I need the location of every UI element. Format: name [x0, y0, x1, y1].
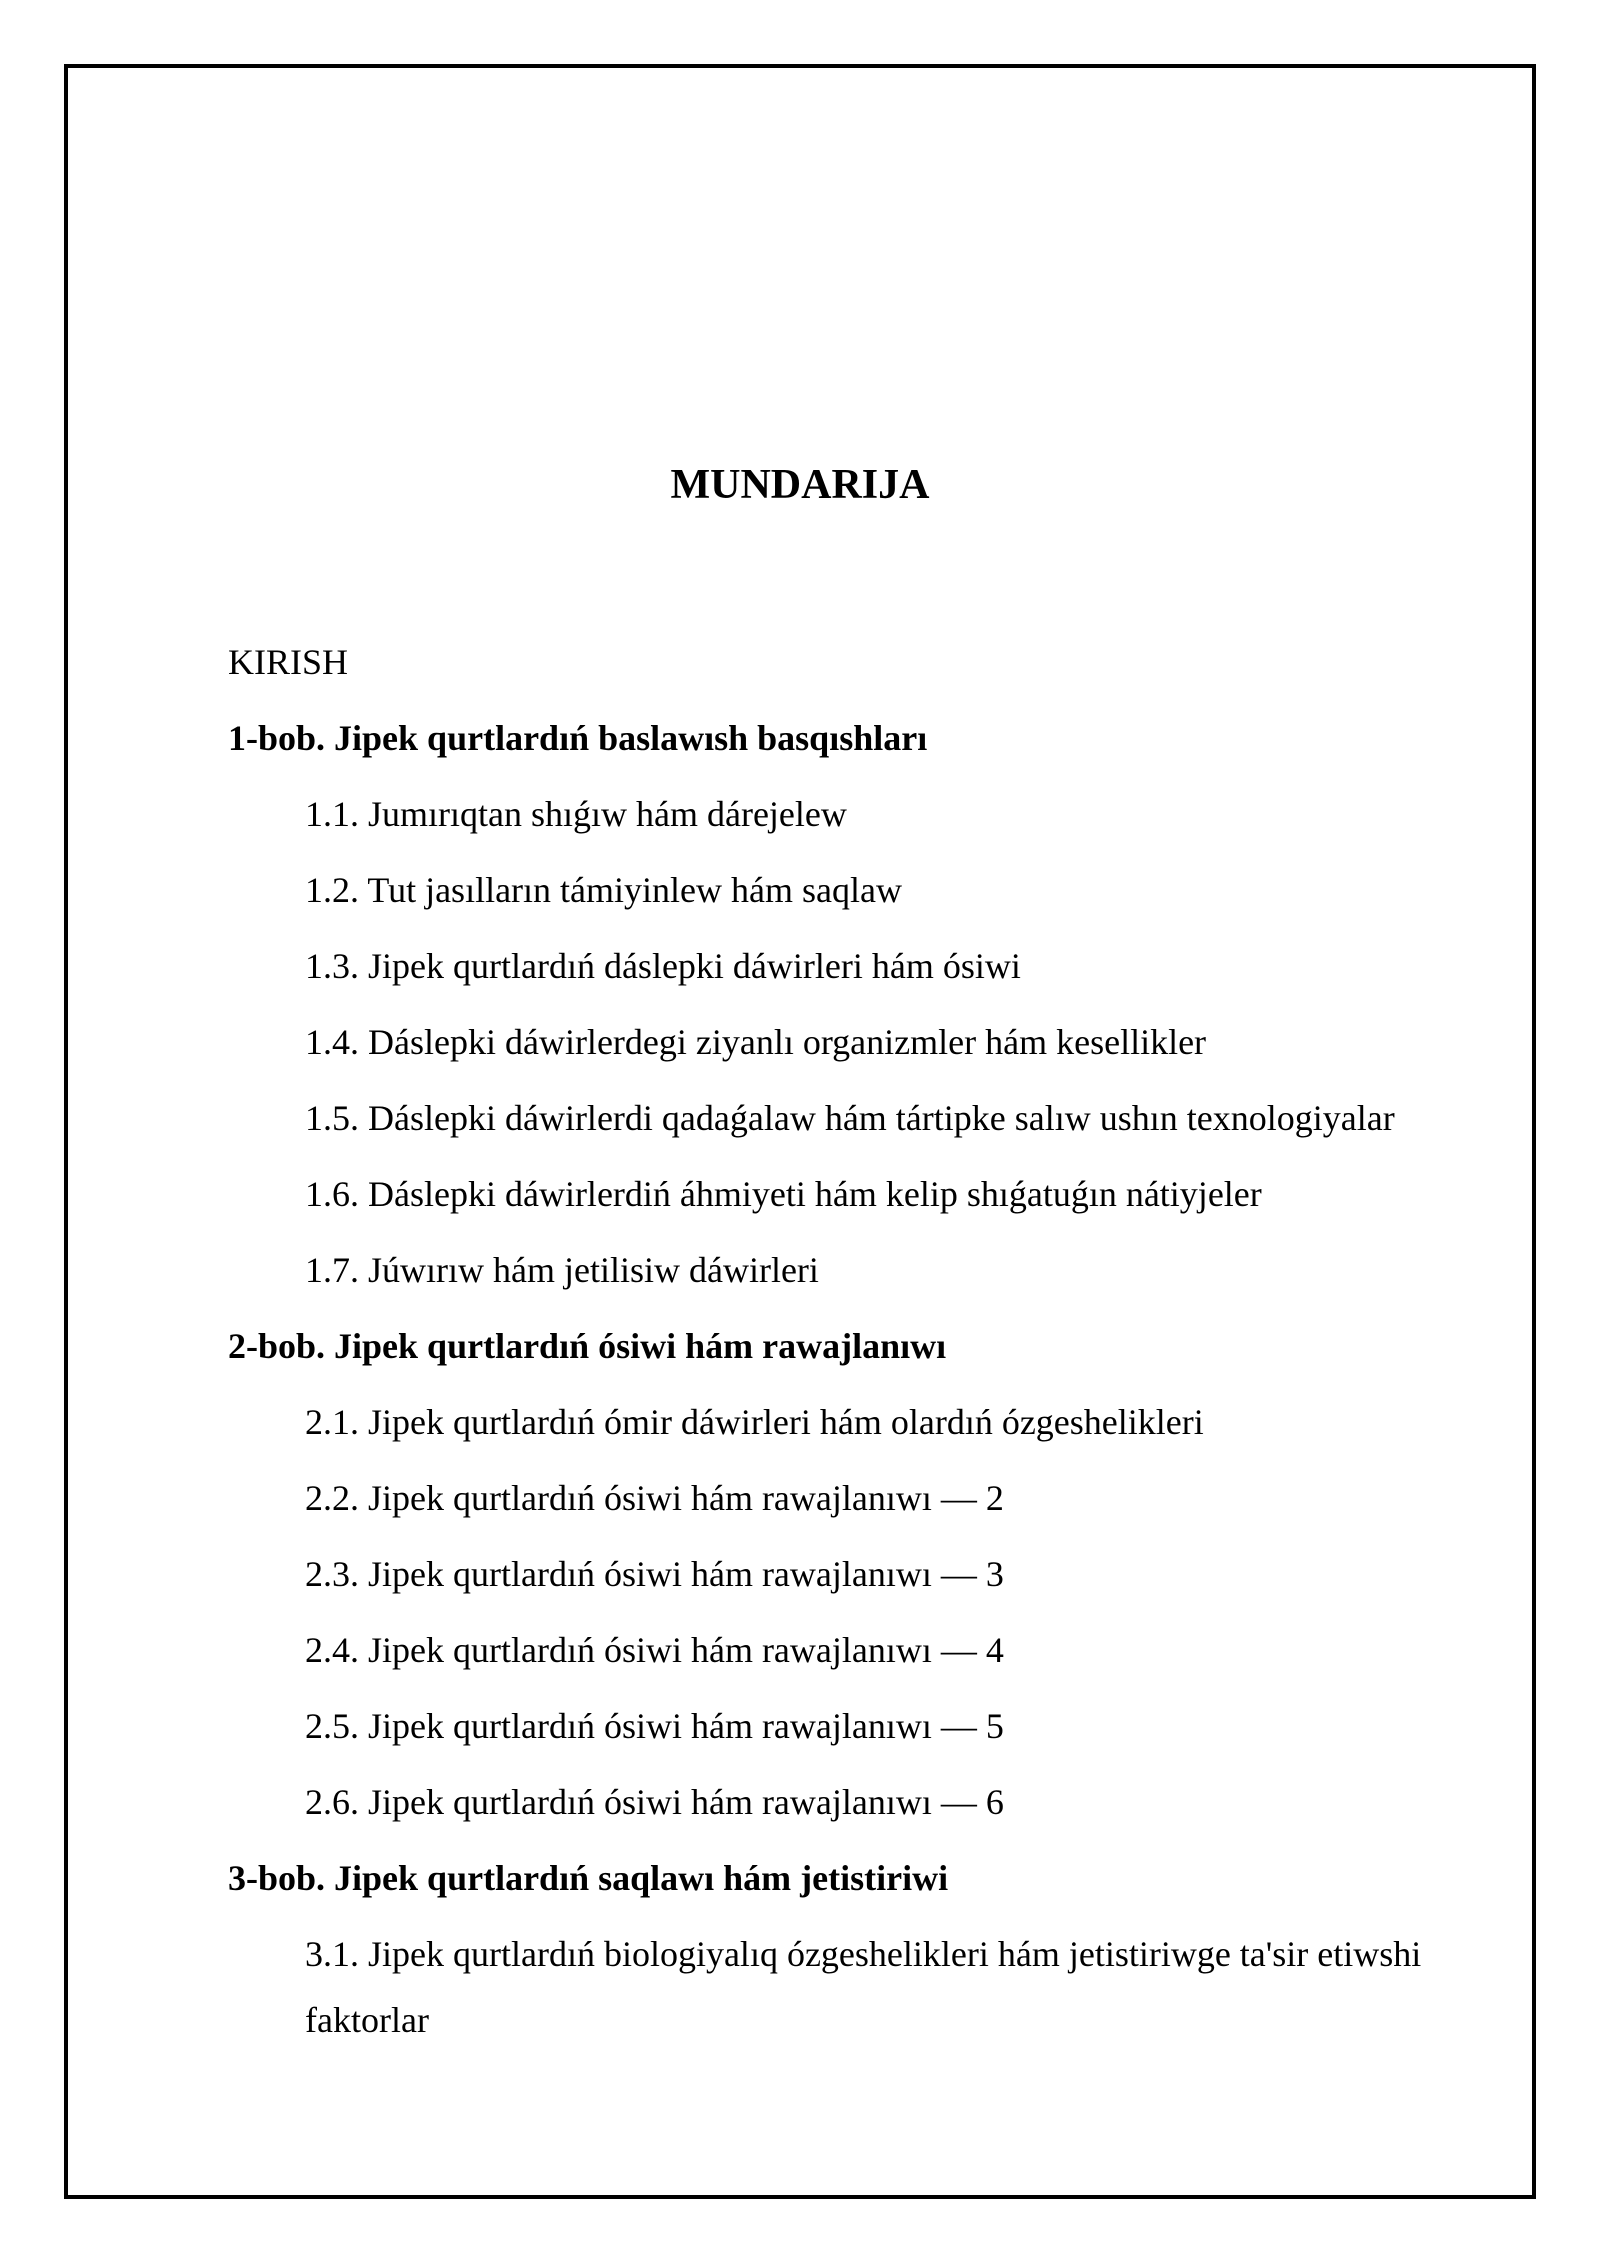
- toc-section-2-5: 2.5. Jipek qurtlardıń ósiwi hám rawajlanıwı — 5: [305, 1706, 1004, 1746]
- toc-section-1-4: 1.4. Dáslepki dáwirlerdegi ziyanlı organizmler hám kesellikler: [305, 1022, 1207, 1062]
- toc-section-2-4: 2.4. Jipek qurtlardıń ósiwi hám rawajlanıwı — 4: [305, 1630, 1004, 1670]
- toc-section-1-6: 1.6. Dáslepki dáwirlerdiń áhmiyeti hám kelip shıǵatuǵın nátiyjeler: [305, 1174, 1262, 1214]
- toc-section-2-1: 2.1. Jipek qurtlardıń ómir dáwirleri hám olardıń ózgeshelikleri: [305, 1402, 1204, 1442]
- toc-chapter-2: 2-bob. Jipek qurtlardıń ósiwi hám rawajlanıwı: [228, 1326, 947, 1366]
- toc-section-1-3: 1.3. Jipek qurtlardıń dáslepki dáwirleri hám ósiwi: [305, 946, 1021, 986]
- toc-chapter-1: 1-bob. Jipek qurtlardıń baslawısh basqıshları: [228, 718, 928, 758]
- toc-chapter-3: 3-bob. Jipek qurtlardıń saqlawı hám jetistiriwi: [228, 1858, 949, 1898]
- toc-entry-intro: KIRISH: [228, 642, 349, 682]
- toc-section-2-2: 2.2. Jipek qurtlardıń ósiwi hám rawajlanıwı — 2: [305, 1478, 1004, 1518]
- toc-section-2-3: 2.3. Jipek qurtlardıń ósiwi hám rawajlanıwı — 3: [305, 1554, 1004, 1594]
- toc-section-1-5: 1.5. Dáslepki dáwirlerdi qadaǵalaw hám tártipke salıw ushın texnologiyalar: [305, 1098, 1395, 1138]
- toc-section-1-7: 1.7. Júwırıw hám jetilisiw dáwirleri: [305, 1250, 819, 1290]
- toc-section-1-1: 1.1. Jumırıqtan shıǵıw hám dárejelew: [305, 794, 847, 834]
- table-of-contents: [228, 640, 1488, 2085]
- toc-section-2-6: 2.6. Jipek qurtlardıń ósiwi hám rawajlanıwı — 6: [305, 1782, 1004, 1822]
- toc-section-3-1: 3.1. Jipek qurtlardıń biologiyalıq ózgeshelikleri hám jetistiriwge ta'sir etiwshi faktorlar: [305, 1934, 1422, 2040]
- toc-section-1-2: 1.2. Tut jasılların támiyinlew hám saqlaw: [305, 870, 902, 910]
- page-title: MUNDARIJA: [670, 462, 930, 508]
